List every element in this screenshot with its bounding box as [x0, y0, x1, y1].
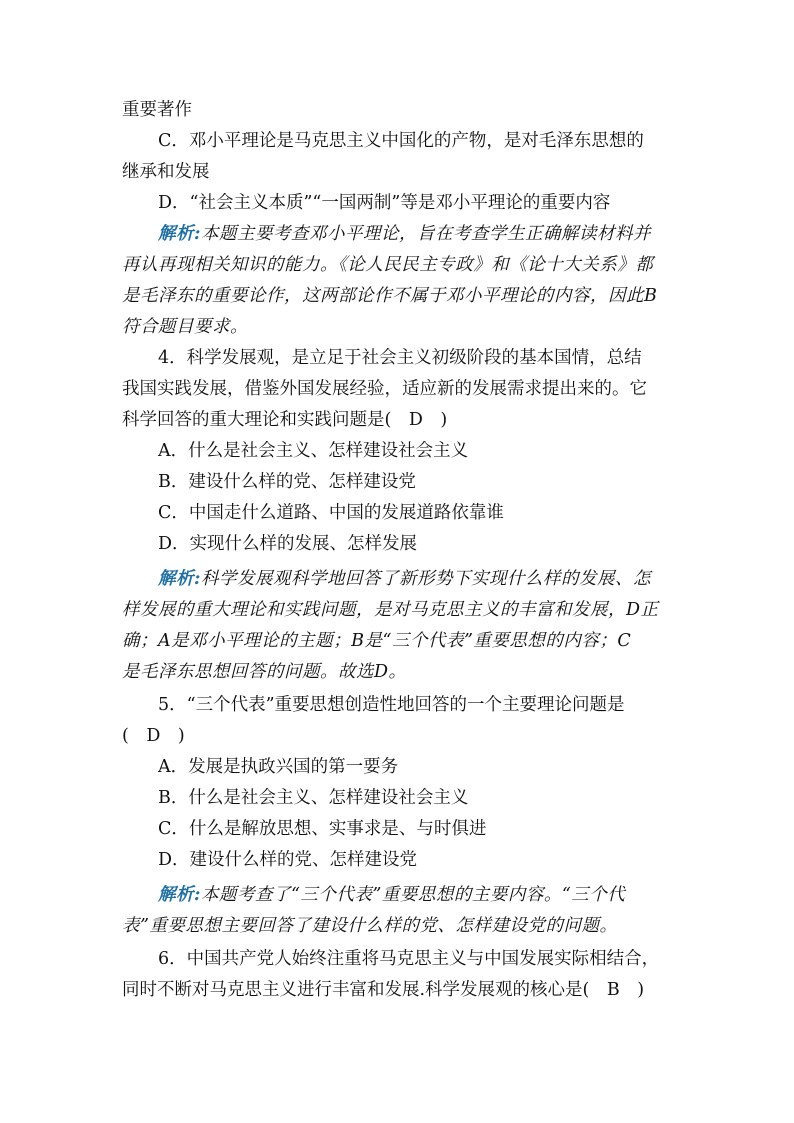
option-b: B．建设什么样的党、怎样建设党 — [158, 472, 416, 492]
option-d: D．实现什么样的发展、怎样发展 — [158, 534, 418, 554]
analysis-line: 解析:本题主要考查邓小平理论，旨在考查学生正确解读材料并 — [158, 224, 651, 244]
option-a: A．什么是社会主义、怎样建设社会主义 — [158, 441, 469, 461]
option-a: A．发展是执政兴国的第一要务 — [158, 757, 399, 777]
analysis-line: 符合题目要求。 — [122, 317, 248, 337]
option-b: B．什么是社会主义、怎样建设社会主义 — [158, 788, 469, 808]
analysis-line: 解析:本题考查了“三个代表”重要思想的主要内容。“三个代 — [158, 885, 626, 905]
analysis-line: 是毛泽东的重要论作，这两部论作不属于邓小平理论的内容，因此B — [122, 286, 658, 306]
analysis-label: 解析: — [158, 224, 201, 244]
analysis-label: 解析: — [158, 569, 201, 589]
analysis-line: 是毛泽东思想回答的问题。故选D。 — [122, 662, 407, 682]
option-c: C．什么是解放思想、实事求是、与时俱进 — [158, 819, 487, 839]
question-4: 4．科学发展观，是立足于社会主义初级阶段的基本国情，总结 — [158, 348, 642, 368]
question-line: 科学回答的重大理论和实践问题是( D ) — [122, 410, 448, 430]
analysis-line: 确；A是邓小平理论的主题；B是“三个代表”重要思想的内容；C — [122, 631, 632, 651]
answer-bracket: ( D ) — [122, 726, 185, 746]
analysis-line: 解析:科学发展观科学地回答了新形势下实现什么样的发展、怎 — [158, 569, 651, 589]
question-line: 同时不断对马克思主义进行丰富和发展.科学发展观的核心是( B ) — [122, 980, 645, 1000]
option-c: C．邓小平理论是马克思主义中国化的产物，是对毛泽东思想的 — [158, 131, 644, 151]
analysis-line: 表”重要思想主要回答了建设什么样的党、怎样建设党的问题。 — [122, 916, 618, 936]
question-6: 6．中国共产党人始终注重将马克思主义与中国发展实际相结合， — [158, 949, 660, 969]
option-d: D．“社会主义本质”“一国两制”等是邓小平理论的重要内容 — [158, 193, 611, 213]
question-5: 5．“三个代表”重要思想创造性地回答的一个主要理论问题是 — [158, 695, 625, 715]
question-line: 我国实践发展，借鉴外国发展经验，适应新的发展需求提出来的。它 — [122, 379, 647, 399]
analysis-line: 样发展的重大理论和实践问题，是对马克思主义的丰富和发展，D正 — [122, 600, 659, 620]
option-d: D．建设什么样的党、怎样建设党 — [158, 850, 418, 870]
text-line: 重要著作 — [122, 100, 192, 120]
analysis-line: 再认再现相关知识的能力。《论人民民主专政》和《论十大关系》都 — [122, 255, 654, 275]
analysis-label: 解析: — [158, 885, 201, 905]
text-line: 继承和发展 — [122, 162, 210, 182]
option-c: C．中国走什么道路、中国的发展道路依靠谁 — [158, 503, 504, 523]
